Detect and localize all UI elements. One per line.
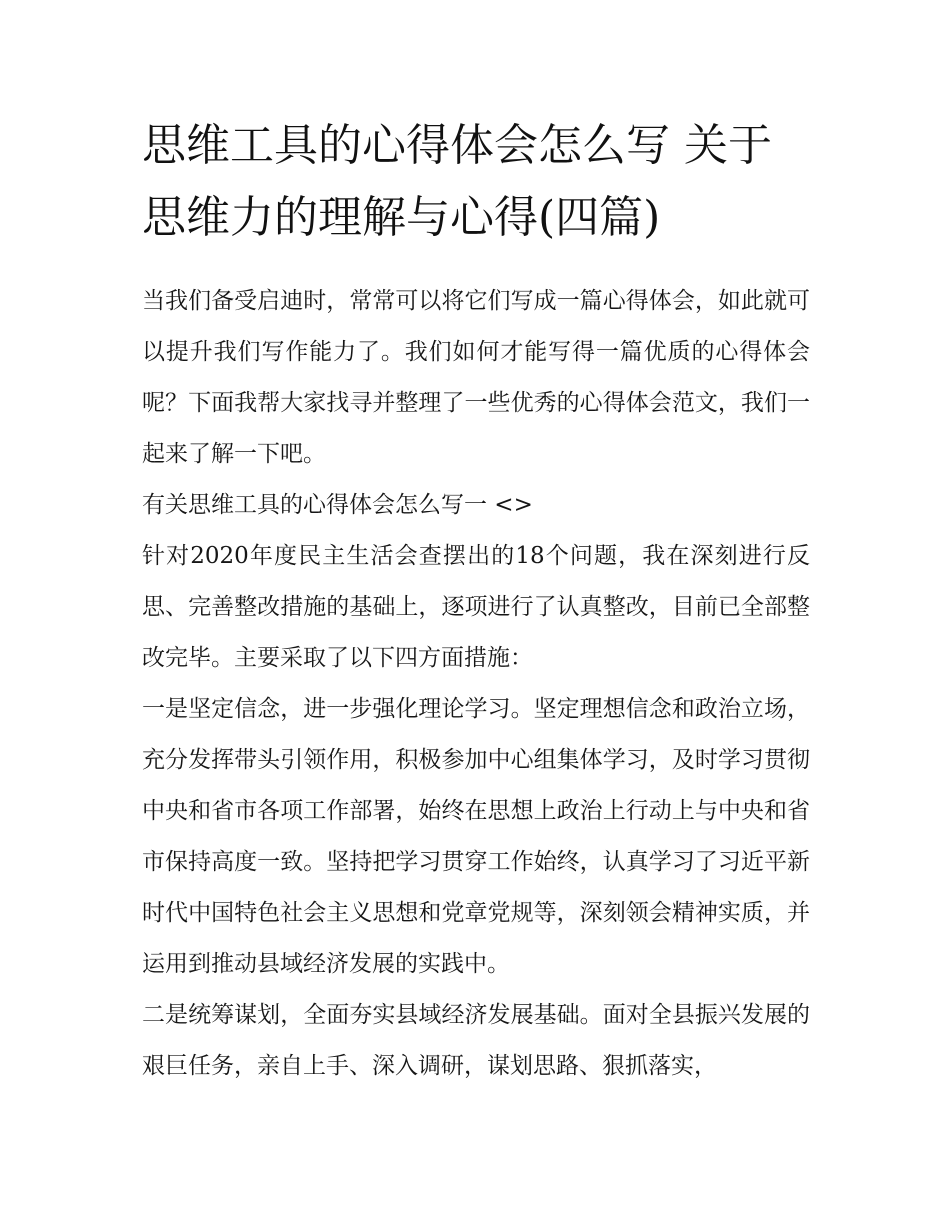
section-heading: 有关思维工具的心得体会怎么写一 <> xyxy=(142,492,533,518)
document-body xyxy=(142,276,810,1092)
paragraph-intro: 当我们备受启迪时，常常可以将它们写成一篇心得体会，如此就可以提升我们写作能力了。我们如何才能写得一篇优质的心得体会呢？下面我帮大家找寻并整理了一些优秀的心得体会范文，我们一起来了解一下吧。 xyxy=(142,288,810,467)
document-title: 思维工具的心得体会怎么写 关于思维力的理解与心得(四篇) xyxy=(142,120,772,243)
paragraph-measure-one: 一是坚定信念，进一步强化理论学习。坚定理想信念和政治立场，充分发挥带头引领作用，积极参加中心组集体学习，及时学习贯彻中央和省市各项工作部署，始终在思想上政治上行动上与中央和省市保持高度一致。坚持把学习贯穿工作始终，认真学习了习近平新时代中国特色社会主义思想和党章党规等，深刻领会精神实质，并运用到推动县域经济发展的实践中。 xyxy=(142,696,810,977)
paragraph-overview: 针对2020年度民主生活会查摆出的18个问题，我在深刻进行反思、完善整改措施的基础上，逐项进行了认真整改，目前已全部整改完毕。主要采取了以下四方面措施： xyxy=(142,543,810,671)
document-content xyxy=(142,110,810,1092)
paragraph-measure-two: 二是统筹谋划，全面夯实县域经济发展基础。面对全县振兴发展的艰巨任务，亲自上手、深入调研，谋划思路、狠抓落实， xyxy=(142,1002,810,1079)
